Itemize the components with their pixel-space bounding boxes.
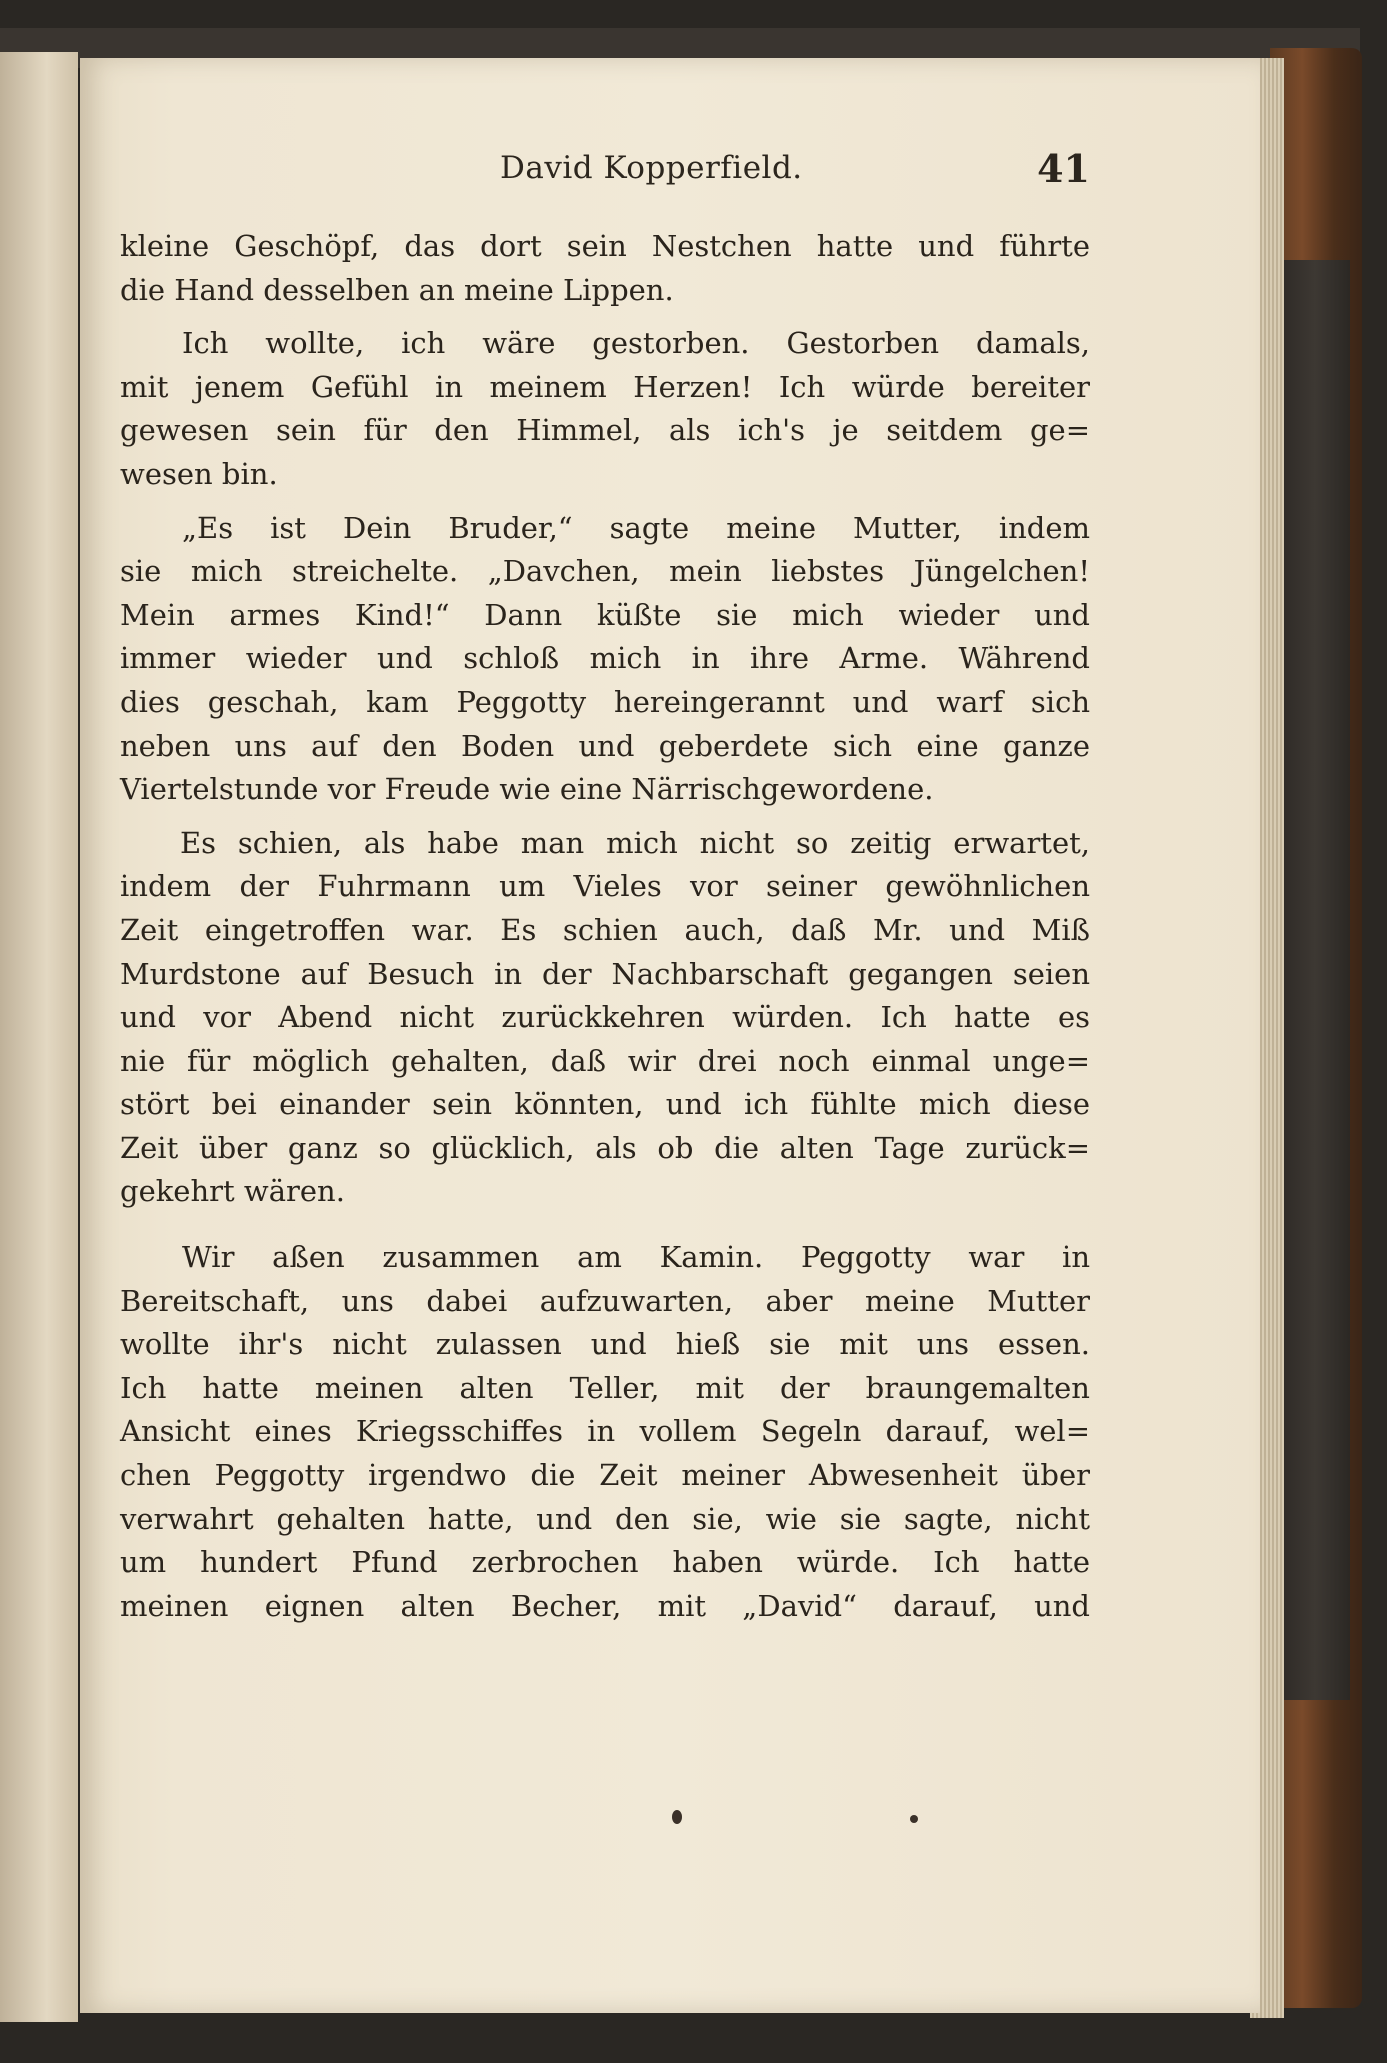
text-line: stört bei einander sein könnten, und ich fühlte mich diese xyxy=(120,1087,1090,1122)
text-line: „Es ist Dein Bruder,“ sagte meine Mutter, indem xyxy=(182,510,1090,545)
facing-page-edge xyxy=(0,52,78,2022)
text-line: indem der Fuhrmann um Vieles vor seiner gewöhnlichen xyxy=(120,869,1090,904)
text-line: kleine Geschöpf, das dort sein Nestchen hatte und führte xyxy=(120,229,1090,263)
text-line: Ich wollte, ich wäre gestorben. Gestorben damals, xyxy=(182,326,1090,361)
text-line: Zeit eingetroffen war. Es schien auch, daß Mr. und Miß xyxy=(120,912,1090,947)
text-line: Murdstone auf Besuch in der Nachbarschaft gegangen seien xyxy=(120,956,1090,991)
text-line: wesen bin. xyxy=(120,456,278,491)
text-line: Es schien, als habe man mich nicht so zeitig erwartet, xyxy=(180,825,1090,860)
text-line: chen Peggotty irgendwo die Zeit meiner Abwesenheit über xyxy=(120,1458,1090,1493)
text-line: und vor Abend nicht zurückkehren würden. Ich hatte es xyxy=(120,1000,1090,1035)
text-line: Ansicht eines Kriegsschiffes in vollem Segeln darauf, wel= xyxy=(120,1414,1090,1449)
text-line: gekehrt wären. xyxy=(120,1174,345,1209)
text-line: meinen eignen alten Becher, mit „David“ darauf, und xyxy=(120,1588,1090,1623)
running-head-title: David Kopperfield. xyxy=(500,150,803,186)
text-line: Zeit über ganz so glücklich, als ob die alten Tage zurück= xyxy=(120,1130,1090,1165)
body-text xyxy=(120,225,1090,1628)
paragraph-4 xyxy=(120,822,1090,1214)
paragraph-5 xyxy=(120,1236,1090,1628)
text-line: Bereitschaft, uns dabei aufzuwarten, aber meine Mutter xyxy=(120,1283,1090,1318)
text-line: verwahrt gehalten hatte, und den sie, wie sie sagte, nicht xyxy=(120,1501,1090,1536)
text-line: gewesen sein für den Himmel, als ich's je seitdem ge= xyxy=(120,413,1090,448)
text-line: sie mich streichelte. „Davchen, mein liebstes Jüngelchen! xyxy=(120,554,1090,589)
ink-speck xyxy=(910,1815,918,1823)
text-line: mit jenem Gefühl in meinem Herzen! Ich würde bereiter xyxy=(120,369,1090,404)
text-line: Ich hatte meinen alten Teller, mit der braungemalten xyxy=(120,1370,1090,1405)
text-line: Viertelstunde vor Freude wie eine Närrischgewordene. xyxy=(120,772,934,807)
text-line: Wir aßen zusammen am Kamin. Peggotty war in xyxy=(182,1240,1090,1275)
paragraph-1 xyxy=(120,225,1090,312)
text-line: immer wieder und schloß mich in ihre Arme. Während xyxy=(120,641,1090,676)
page-number: 41 xyxy=(1037,146,1090,191)
text-line: neben uns auf den Boden und geberdete sich eine ganze xyxy=(120,728,1090,763)
text-line: nie für möglich gehalten, daß wir drei noch einmal unge= xyxy=(120,1043,1090,1078)
text-line: Mein armes Kind!“ Dann küßte sie mich wieder und xyxy=(120,597,1090,632)
ink-speck xyxy=(672,1810,682,1824)
text-line: um hundert Pfund zerbrochen haben würde. Ich hatte xyxy=(120,1545,1090,1580)
paragraph-3 xyxy=(120,507,1090,812)
text-line: dies geschah, kam Peggotty hereingerannt und warf sich xyxy=(120,684,1090,719)
paragraph-2 xyxy=(120,322,1090,496)
cover-worn-patch xyxy=(1280,260,1350,1700)
text-line: wollte ihr's nicht zulassen und hieß sie mit uns essen. xyxy=(120,1327,1090,1362)
text-line: die Hand desselben an meine Lippen. xyxy=(120,272,674,307)
